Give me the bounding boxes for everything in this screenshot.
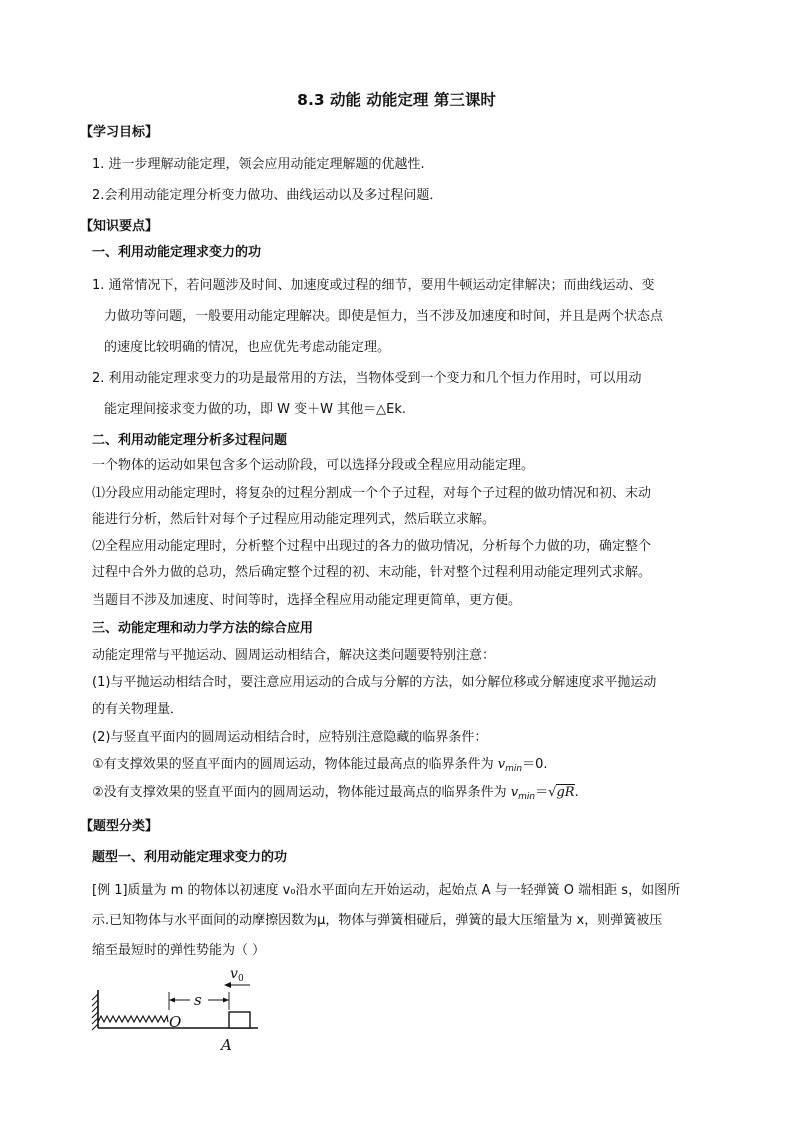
types-heading: 【题型分类】 <box>80 819 159 834</box>
s-dim-right-arrow <box>223 998 229 1003</box>
knowledge-heading: 【知识要点】 <box>80 219 159 234</box>
section-3-line-1: 动能定理常与平抛运动、圆周运动相结合，解决这类问题要特别注意： <box>92 648 496 663</box>
section-3-line-4: (2)与竖直平面内的圆周运动相结合时，应特别注意隐藏的临界条件： <box>92 730 488 745</box>
section-2-line-1: 一个物体的运动如果包含多个运动阶段，可以选择分段或全程应用动能定理。 <box>92 458 535 473</box>
vmin-symbol: v <box>497 757 506 772</box>
section-3-heading: 三、动能定理和动力学方法的综合应用 <box>92 621 314 636</box>
v0-label: v <box>230 966 238 982</box>
goal-2: 2.会利用动能定理分析变力做功、曲线运动以及多过程问题． <box>92 188 443 203</box>
condition-2-text: ②没有支撑效果的竖直平面内的圆周运动，物体能过最高点的临界条件为 <box>92 785 511 800</box>
spring <box>98 1016 168 1022</box>
section-1-para-1-line-3: 的速度比较明确的情况，也应优先考虑动能定理。 <box>104 340 391 355</box>
section-1-heading: 一、利用动能定理求变力的功 <box>92 245 262 260</box>
section-2-line-6: 当题目不涉及加速度、时间等时，选择全程应用动能定理更简单，更方便。 <box>92 593 522 608</box>
vmin-symbol: v <box>510 785 519 800</box>
v0-subscript: 0 <box>238 974 244 984</box>
sqrt-symbol: √ <box>548 785 557 800</box>
v0-arrow-head <box>224 982 231 988</box>
block <box>229 1012 250 1028</box>
page-title: 8.3 动能 动能定理 第三课时 <box>297 91 496 109</box>
section-2-line-3: 能进行分析，然后针对每个子过程应用动能定理列式，然后联立求解。 <box>92 512 496 527</box>
condition-1-text: ①有支撑效果的竖直平面内的圆周运动，物体能过最高点的临界条件为 <box>92 757 498 772</box>
type-1-heading: 题型一、利用动能定理求变力的功 <box>92 850 288 865</box>
vmin-subscript: min <box>505 764 523 774</box>
example-1-line-3: 缩至最短时的弹性势能为（ ） <box>92 943 266 958</box>
equals-sign: ＝ <box>535 785 549 800</box>
vmin-value: ＝0. <box>522 757 548 772</box>
spring-block-diagram <box>88 962 268 1057</box>
section-3-line-5 <box>92 756 548 778</box>
a-label: A <box>221 1036 232 1054</box>
section-2-line-2: ⑴分段应用动能定理时，将复杂的过程分割成一个个子过程，对每个子过程的做功情况和初、末动 <box>92 486 652 501</box>
section-2-heading: 二、利用动能定理分析多过程问题 <box>92 433 288 448</box>
section-1-para-2-line-1: 2. 利用动能定理求变力的功是最常用的方法，当物体受到一个变力和几个恒力作用时，可以用动 <box>92 371 642 386</box>
section-3-line-6 <box>92 784 579 806</box>
section-2-line-4: ⑵全程应用动能定理时，分析整个过程中出现过的各力的做功情况，分析每个力做的功，确定整个 <box>92 539 652 554</box>
example-1-line-2: 示.已知物体与水平面间的动摩擦因数为μ，物体与弹簧相碰后，弹簧的最大压缩量为 x，则弹簧被压 <box>92 913 663 928</box>
example-1-line-1: [例 1]质量为 m 的物体以初速度 v₀沿水平面向左开始运动，起始点 A 与一轻弹簧 O 端相距 s，如图所 <box>92 883 681 898</box>
period: . <box>574 785 579 800</box>
section-1-para-2-line-2: 能定理间接求变力做的功，即 W 变＋W 其他＝△Ek. <box>104 402 406 417</box>
section-1-para-1-line-2: 力做功等问题，一般要用动能定理解决。即使是恒力，当不涉及加速度和时间，并且是两个状态点 <box>104 309 664 324</box>
section-3-line-2: (1)与平抛运动相结合时，要注意应用运动的合成与分解的方法，如分解位移或分解速度求平抛运动 <box>92 675 657 690</box>
o-label: O <box>169 1013 182 1031</box>
wall-hatch <box>92 994 98 1030</box>
section-3-line-3: 的有关物理量． <box>92 702 184 717</box>
goals-heading: 【学习目标】 <box>80 125 159 140</box>
vmin-subscript: min <box>518 792 536 802</box>
s-dim-left-arrow <box>169 998 175 1003</box>
s-label: s <box>194 991 202 1009</box>
goal-1: 1. 进一步理解动能定理，领会应用动能定理解题的优越性. <box>92 157 425 172</box>
gR-expression: gR <box>556 785 575 800</box>
section-2-line-5: 过程中合外力做的总功，然后确定整个过程的初、末动能，针对整个过程利用动能定理列式求解。 <box>92 565 652 580</box>
section-1-para-1-line-1: 1. 通常情况下，若问题涉及时间、加速度或过程的细节，要用牛顿运动定律解决；而曲线运动、变 <box>92 278 655 293</box>
